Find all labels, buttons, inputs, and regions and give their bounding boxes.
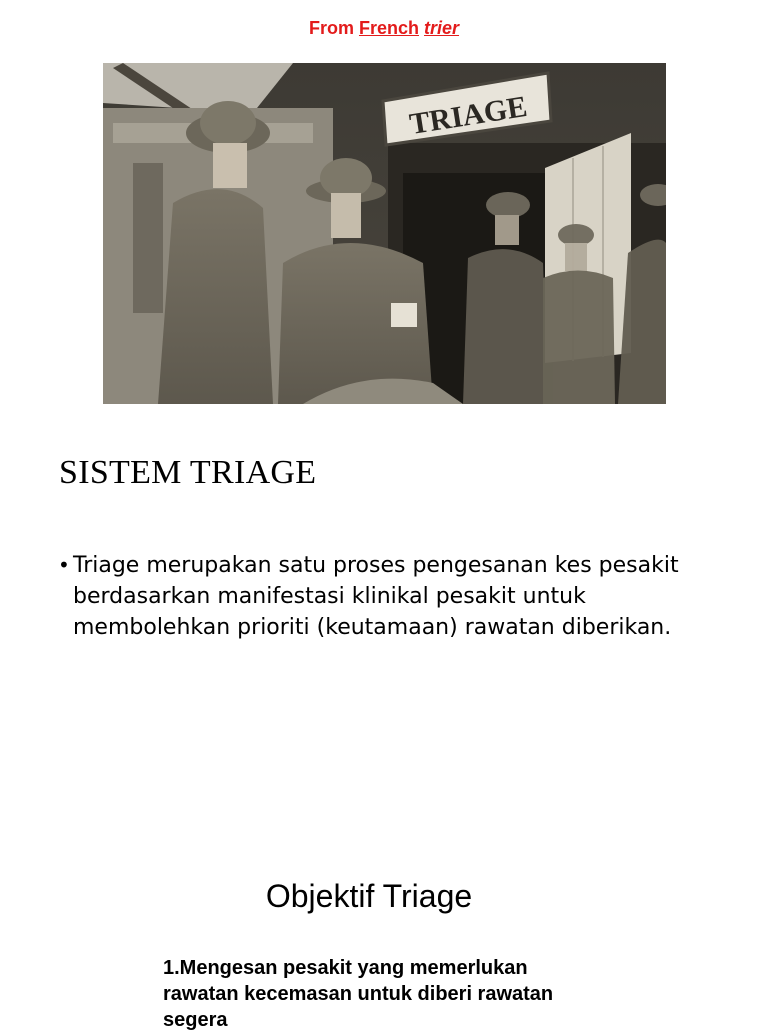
sign-text: TRIAGE: [407, 89, 530, 142]
objectives-title: Objektif Triage: [265, 878, 473, 914]
page-title: SISTEM TRIAGE: [59, 454, 317, 491]
etymology-line: [0, 18, 768, 39]
trier-link[interactable]: trier: [424, 18, 460, 38]
etymology-prefix: From: [308, 18, 354, 38]
objective-item-1: 1.Mengesan pesakit yang memerlukan rawatan kecemasan untuk diberi rawatan segera: [163, 957, 554, 1031]
definition-bullet: [58, 550, 738, 643]
definition-text: Triage merupakan satu proses pengesanan kes pesakit berdasarkan manifestasi klinikal pesakit untuk membolehkan prioriti (keutamaan) rawatan diberikan.: [73, 553, 679, 640]
french-link[interactable]: French: [358, 18, 419, 38]
bullet-dot: •: [58, 553, 70, 577]
triage-historical-photo: [103, 63, 666, 404]
